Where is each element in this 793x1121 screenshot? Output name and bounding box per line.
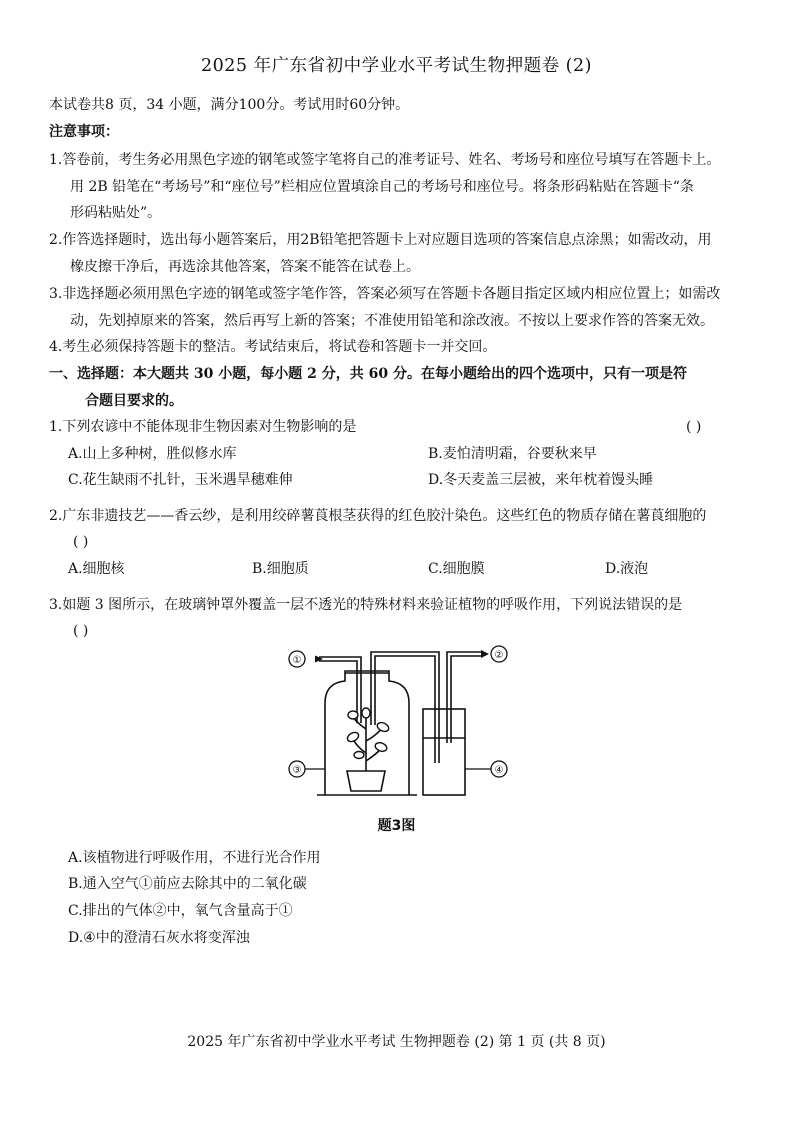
notice-line: 形码粘贴处”。 <box>70 205 162 221</box>
option-a: A.该植物进行呼吸作用，不进行光合作用 <box>68 850 321 866</box>
label-3: ③ <box>292 765 302 776</box>
option-b: B.麦怕清明霜，谷要秋来早 <box>428 446 597 462</box>
question-3-stem: 3.如题 3 图所示，在玻璃钟罩外覆盖一层不透光的特殊材料来验证植物的呼吸作用，下列说法错误的是 <box>49 597 683 613</box>
notice-line: 橡皮擦干净后，再选涂其他答案，答案不能答在试卷上。 <box>70 259 420 275</box>
answer-blank: ( ) <box>686 419 702 435</box>
option-b: B.细胞质 <box>252 561 309 577</box>
section-heading: 一、选择题：本大题共 30 小题，每小题 2 分，共 60 分。在每小题给出的四个选项中，只有一项是符 <box>49 366 687 382</box>
notice-line: 用 2B 铅笔在“考场号”和“座位号”栏相应位置填涂自己的考场号和座位号。将条形码粘贴在答题卡“条 <box>70 179 694 195</box>
option-c: C.排出的气体②中，氧气含量高于① <box>68 903 293 919</box>
notice-line: 2.作答选择题时，选出每小题答案后，用2B铅笔把答题卡上对应题目选项的答案信息点涂黑；如需改动，用 <box>49 232 712 248</box>
option-d: D.④中的澄清石灰水将变浑浊 <box>68 930 250 946</box>
label-4: ④ <box>494 765 504 776</box>
question-2-stem: 2.广东非遗技艺——香云纱，是利用绞碎薯莨根茎获得的红色胶汁染色。这些红色的物质存储在薯莨细胞的 <box>49 508 707 524</box>
option-c: C.细胞膜 <box>428 561 485 577</box>
page-footer: 2025 年广东省初中学业水平考试 生物押题卷 (2) 第 1 页 (共 8 页) <box>187 1034 606 1050</box>
notice-heading: 注意事项： <box>49 124 119 140</box>
notice-line: 3.非选择题必须用黑色字迹的钢笔或签字笔作答，答案必须写在答题卡各题目指定区域内相应位置上；如需改 <box>49 286 721 302</box>
plant-pot <box>347 771 385 791</box>
limewater-bottle <box>423 709 465 795</box>
notice-line: 1.答卷前，考生务必用黑色字迹的钢笔或签字笔将自己的准考证号、姓名、考场号和座位号填写在答题卡上。 <box>49 152 721 168</box>
figure-caption: 题3图 <box>377 818 416 834</box>
section-heading-cont: 合题目要求的。 <box>85 393 183 409</box>
notice-line: 动，先划掉原来的答案，然后再写上新的答案；不准使用铅笔和涂改液。不按以上要求作答的答案无效。 <box>70 313 714 329</box>
label-1: ① <box>292 655 302 666</box>
label-2: ② <box>494 650 504 661</box>
option-b: B.通入空气①前应去除其中的二氧化碳 <box>68 876 307 892</box>
option-c: C.花生缺雨不扎针，玉米遇旱穗难伸 <box>68 472 293 488</box>
question-1-stem: 1.下列农谚中不能体现非生物因素对生物影响的是 <box>49 419 357 435</box>
notice-line: 4.考生必须保持答题卡的整洁。考试结束后，将试卷和答题卡一并交回。 <box>49 339 497 355</box>
option-d: D.冬天麦盖三层被，来年枕着馒头睡 <box>428 472 654 488</box>
respiration-apparatus-diagram <box>287 643 519 801</box>
option-a: A.细胞核 <box>68 561 125 577</box>
answer-blank: ( ) <box>73 534 89 550</box>
answer-blank: ( ) <box>73 623 89 639</box>
page-title: 2025 年广东省初中学业水平考试生物押题卷 (2) <box>201 56 592 76</box>
option-a: A.山上多种树，胜似修水库 <box>68 446 237 462</box>
bell-jar <box>325 671 409 795</box>
intro-text: 本试卷共8 页，34 小题，满分100分。考试用时60分钟。 <box>49 97 410 113</box>
option-d: D.液泡 <box>605 561 649 577</box>
